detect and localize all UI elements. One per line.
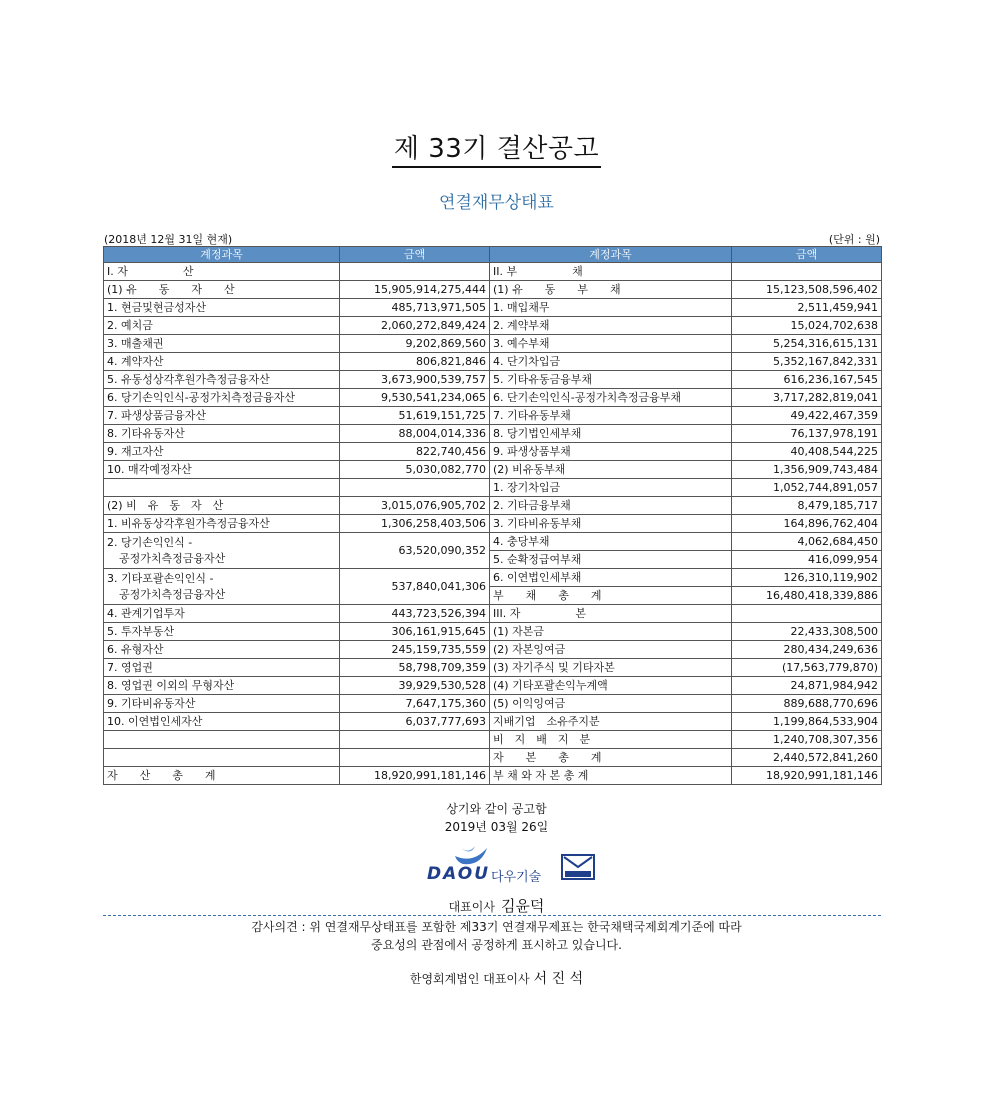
account-cell: 9. 기타비유동자산 <box>104 695 340 713</box>
account-cell: 5. 투자부동산 <box>104 623 340 641</box>
table-row <box>104 497 882 515</box>
account-cell: 자 산 총 계 <box>104 767 340 785</box>
as-of-date: (2018년 12월 31일 현재) <box>104 233 233 246</box>
account-cell: 4. 계약자산 <box>104 353 340 371</box>
statement-subtitle: 연결재무상태표 <box>439 193 554 213</box>
amount-cell: 306,161,915,645 <box>340 623 490 641</box>
amount-cell: 443,723,526,394 <box>340 605 490 623</box>
amount-cell: 2,440,572,841,260 <box>732 749 882 767</box>
account-cell: 8. 기타유동자산 <box>104 425 340 443</box>
account-cell: (4) 기타포괄손익누계액 <box>490 677 732 695</box>
account-cell <box>104 479 340 497</box>
account-cell <box>104 749 340 767</box>
account-cell: 1. 현금및현금성자산 <box>104 299 340 317</box>
table-row <box>104 299 882 317</box>
amount-cell <box>732 263 882 281</box>
balance-sheet-table <box>103 246 882 785</box>
amount-cell: 245,159,735,559 <box>340 641 490 659</box>
table-row <box>104 695 882 713</box>
account-cell: 3. 매출채권 <box>104 335 340 353</box>
table-row <box>104 749 882 767</box>
amount-cell <box>340 731 490 749</box>
account-cell: 부 채 와 자 본 총 계 <box>490 767 732 785</box>
notice-text: 상기와 같이 공고함 <box>446 802 547 816</box>
account-cell: 3. 예수부채 <box>490 335 732 353</box>
amount-cell: 15,024,702,638 <box>732 317 882 335</box>
auditor-name: 서 진 석 <box>533 971 584 987</box>
account-cell: I. 자 산 <box>104 263 340 281</box>
amount-cell: 126,310,119,902 <box>732 569 882 587</box>
account-cell: 4. 관계기업투자 <box>104 605 340 623</box>
account-cell: 부 채 총 계 <box>490 587 732 605</box>
amount-cell: 4,062,684,450 <box>732 533 882 551</box>
account-cell: 5. 순확정급여부채 <box>490 551 732 569</box>
amount-cell <box>340 263 490 281</box>
amount-cell: 7,647,175,360 <box>340 695 490 713</box>
account-cell: II. 부 채 <box>490 263 732 281</box>
header-amount-2: 금액 <box>732 247 882 263</box>
amount-cell: 39,929,530,528 <box>340 677 490 695</box>
header-amount: 금액 <box>340 247 490 263</box>
notice-date: 2019년 03월 26일 <box>444 820 549 834</box>
table-row <box>104 389 882 407</box>
account-cell: 2. 예치금 <box>104 317 340 335</box>
amount-cell: 40,408,544,225 <box>732 443 882 461</box>
account-cell: 2. 계약부채 <box>490 317 732 335</box>
account-cell: (2) 비 유 동 자 산 <box>104 497 340 515</box>
amount-cell: 15,123,508,596,402 <box>732 281 882 299</box>
amount-cell <box>732 605 882 623</box>
table-row <box>104 407 882 425</box>
table-row <box>104 353 882 371</box>
table-row <box>104 569 882 587</box>
amount-cell: 15,905,914,275,444 <box>340 281 490 299</box>
table-row <box>104 641 882 659</box>
account-cell: (1) 자본금 <box>490 623 732 641</box>
header-account: 계정과목 <box>104 247 340 263</box>
account-cell: 8. 당기법인세부채 <box>490 425 732 443</box>
amount-cell: 1,199,864,533,904 <box>732 713 882 731</box>
account-cell: 1. 장기차입금 <box>490 479 732 497</box>
amount-cell: 51,619,151,725 <box>340 407 490 425</box>
table-body-top <box>104 263 882 533</box>
account-cell: 9. 파생상품부채 <box>490 443 732 461</box>
account-cell: 8. 영업권 이외의 무형자산 <box>104 677 340 695</box>
amount-cell: 3,717,282,819,041 <box>732 389 882 407</box>
account-cell: 3. 기타포괄손익인식 - 공정가치측정금융자산 <box>104 569 340 605</box>
table-row <box>104 731 882 749</box>
amount-cell: 806,821,846 <box>340 353 490 371</box>
account-cell: 2. 기타금융부채 <box>490 497 732 515</box>
representative: 대표이사 김윤덕 <box>448 897 545 915</box>
amount-cell: 485,713,971,505 <box>340 299 490 317</box>
unit-label: (단위 : 원) <box>828 233 880 246</box>
table-row <box>104 713 882 731</box>
amount-cell: 5,030,082,770 <box>340 461 490 479</box>
amount-cell: 9,530,541,234,065 <box>340 389 490 407</box>
amount-cell: 1,052,744,891,057 <box>732 479 882 497</box>
amount-cell: 8,479,185,717 <box>732 497 882 515</box>
account-cell: III. 자 본 <box>490 605 732 623</box>
table-row <box>104 515 882 533</box>
amount-cell: 889,688,770,696 <box>732 695 882 713</box>
table-row <box>104 677 882 695</box>
table-row <box>104 605 882 623</box>
amount-cell: 537,840,041,306 <box>340 569 490 605</box>
amount-cell: 2,511,459,941 <box>732 299 882 317</box>
amount-cell: 3,015,076,905,702 <box>340 497 490 515</box>
account-cell: (5) 이익잉여금 <box>490 695 732 713</box>
amount-cell: 1,356,909,743,484 <box>732 461 882 479</box>
account-cell: 6. 유형자산 <box>104 641 340 659</box>
amount-cell: 49,422,467,359 <box>732 407 882 425</box>
amount-cell <box>340 749 490 767</box>
table-body-merged <box>104 533 882 605</box>
divider <box>103 915 881 916</box>
account-cell: 7. 기타유동부채 <box>490 407 732 425</box>
account-cell: 2. 당기손익인식 - 공정가치측정금융자산 <box>104 533 340 569</box>
amount-cell: 5,352,167,842,331 <box>732 353 882 371</box>
amount-cell: 164,896,762,404 <box>732 515 882 533</box>
logo-text: DAOU <box>427 864 491 884</box>
table-row <box>104 479 882 497</box>
account-cell: 6. 단기손익인식-공정가치측정금융부채 <box>490 389 732 407</box>
auditor: 한영회계법인 대표이사 서 진 석 <box>409 971 584 987</box>
amount-cell: 18,920,991,181,146 <box>340 767 490 785</box>
table-body-bottom <box>104 605 882 785</box>
table-row <box>104 461 882 479</box>
amount-cell: (17,563,779,870) <box>732 659 882 677</box>
table-row <box>104 767 882 785</box>
account-cell: 5. 기타유동금융부채 <box>490 371 732 389</box>
amount-cell: 822,740,456 <box>340 443 490 461</box>
header-account-2: 계정과목 <box>490 247 732 263</box>
amount-cell: 416,099,954 <box>732 551 882 569</box>
account-cell: 자 본 총 계 <box>490 749 732 767</box>
table-row <box>104 443 882 461</box>
account-cell: 6. 당기손익인식-공정가치측정금융자산 <box>104 389 340 407</box>
amount-cell: 58,798,709,359 <box>340 659 490 677</box>
account-cell: 9. 재고자산 <box>104 443 340 461</box>
account-cell: (2) 자본잉여금 <box>490 641 732 659</box>
table-row <box>104 335 882 353</box>
audit-opinion-line-1: 감사의견 : 위 연결재무상태표를 포함한 제33기 연결재무제표는 한국채택국제회계기준에 따라 <box>251 920 742 934</box>
amount-cell: 1,306,258,403,506 <box>340 515 490 533</box>
logo-korean-text: 다우기술 <box>491 870 542 885</box>
account-cell: (3) 자기주식 및 기타자본 <box>490 659 732 677</box>
account-cell: 지배기업 소유주지분 <box>490 713 732 731</box>
account-cell: (1) 유 동 자 산 <box>104 281 340 299</box>
amount-cell: 3,673,900,539,757 <box>340 371 490 389</box>
account-cell: 7. 파생상품금융자산 <box>104 407 340 425</box>
account-cell: 4. 충당부채 <box>490 533 732 551</box>
amount-cell: 22,433,308,500 <box>732 623 882 641</box>
amount-cell <box>340 479 490 497</box>
account-cell: (1) 유 동 부 채 <box>490 281 732 299</box>
amount-cell: 18,920,991,181,146 <box>732 767 882 785</box>
representative-name: 김윤덕 <box>500 897 545 915</box>
amount-cell: 88,004,014,336 <box>340 425 490 443</box>
table-row <box>104 533 882 551</box>
account-cell: 10. 이연법인세자산 <box>104 713 340 731</box>
amount-cell: 616,236,167,545 <box>732 371 882 389</box>
amount-cell: 76,137,978,191 <box>732 425 882 443</box>
amount-cell: 5,254,316,615,131 <box>732 335 882 353</box>
table-row <box>104 371 882 389</box>
account-cell <box>104 731 340 749</box>
amount-cell: 280,434,249,636 <box>732 641 882 659</box>
amount-cell: 2,060,272,849,424 <box>340 317 490 335</box>
table-header-row <box>104 247 882 263</box>
table-row <box>104 281 882 299</box>
amount-cell: 9,202,869,560 <box>340 335 490 353</box>
amount-cell: 1,240,708,307,356 <box>732 731 882 749</box>
account-cell: 5. 유동성상각후원가측정금융자산 <box>104 371 340 389</box>
company-logo <box>425 842 605 887</box>
account-cell: 7. 영업권 <box>104 659 340 677</box>
account-cell: 비 지 배 지 분 <box>490 731 732 749</box>
page-title: 제 33기 결산공고 <box>0 128 993 165</box>
amount-cell: 63,520,090,352 <box>340 533 490 569</box>
account-cell: 6. 이연법인세부채 <box>490 569 732 587</box>
account-cell: 10. 매각예정자산 <box>104 461 340 479</box>
audit-opinion-line-2: 중요성의 관점에서 공정하게 표시하고 있습니다. <box>371 938 622 952</box>
table-row <box>104 317 882 335</box>
account-cell: 1. 매입채무 <box>490 299 732 317</box>
account-cell: (2) 비유동부채 <box>490 461 732 479</box>
secondary-logo-icon <box>561 854 595 880</box>
account-cell: 4. 단기차입금 <box>490 353 732 371</box>
table-row <box>104 263 882 281</box>
account-cell: 1. 비유동상각후원가측정금융자산 <box>104 515 340 533</box>
amount-cell: 24,871,984,942 <box>732 677 882 695</box>
account-cell: 3. 기타비유동부채 <box>490 515 732 533</box>
amount-cell: 16,480,418,339,886 <box>732 587 882 605</box>
amount-cell: 6,037,777,693 <box>340 713 490 731</box>
table-row <box>104 659 882 677</box>
table-row <box>104 623 882 641</box>
table-row <box>104 425 882 443</box>
